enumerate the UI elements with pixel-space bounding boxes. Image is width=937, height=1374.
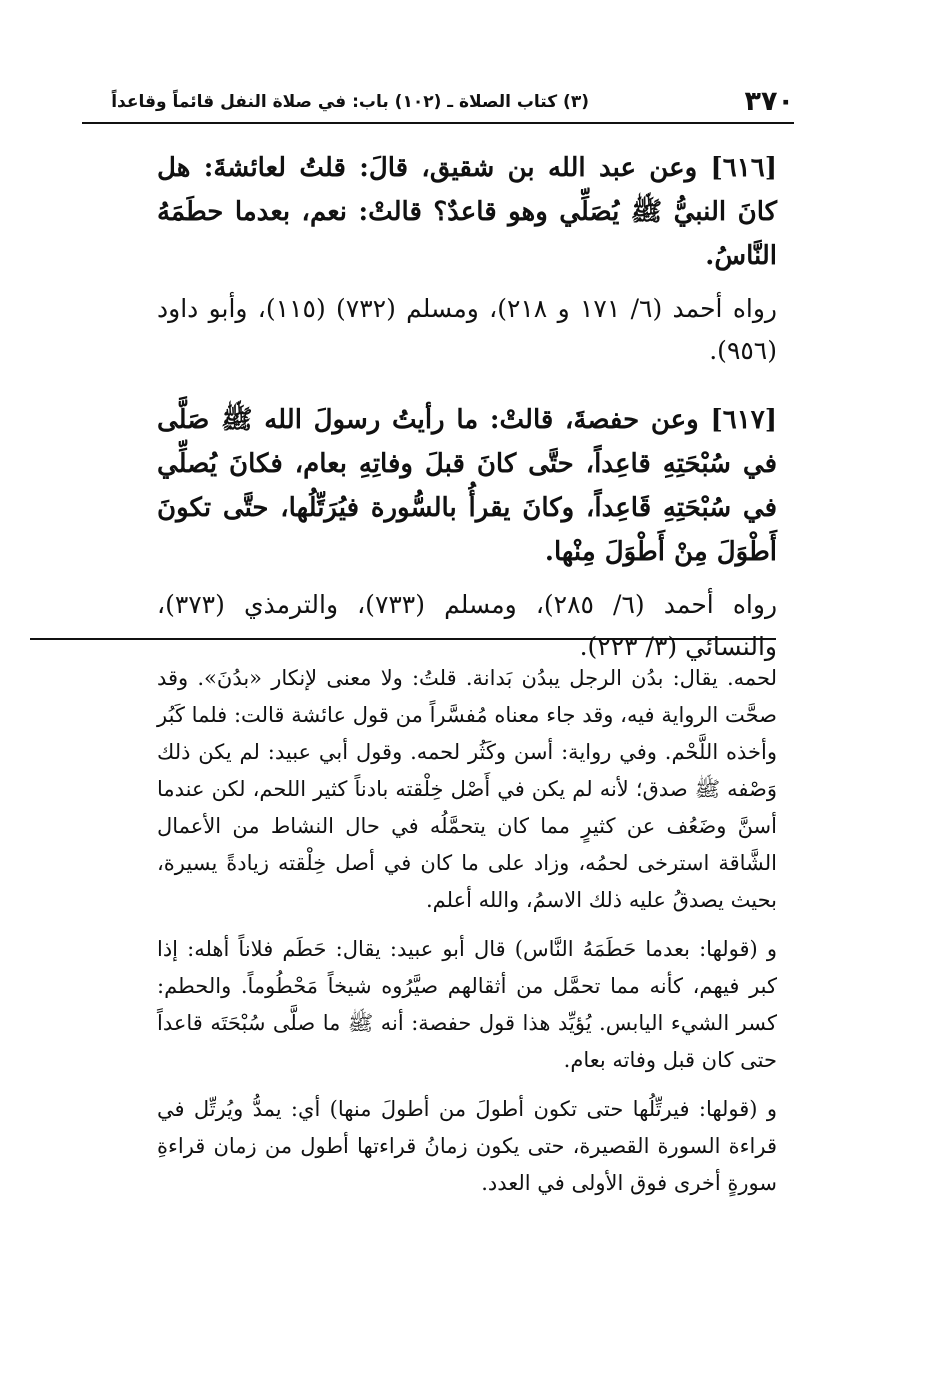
hadith-616-text: [٦١٦] وعن عبد الله بن شقيق، قالَ: قلتُ لعائشةَ: هل كانَ النبيُّ ﷺ يُصَلِّي وهو قاعدٌ؟ قالتْ: نعم، بعدما حطَمَهُ النَّاسُ.	[157, 153, 777, 271]
hadith-617-takhrij: رواه أحمد (٦/ ٢٨٥)، ومسلم (٧٣٣)، والترمذي (٣٧٣)، والنسائي (٣/ ٢٢٣).	[157, 590, 778, 661]
page-number: ٣٧٠	[744, 86, 794, 117]
main-text	[157, 146, 777, 694]
hadith-616-takhrij: رواه أحمد (٦/ ١٧١ و ٢١٨)، ومسلم (٧٣٢) (١١٥)، وأبو داود (٩٥٦).	[157, 294, 778, 365]
footnote-paragraph: لحمه. يقال: بدُن الرجل يبدُن بَدانة. قلتُ: ولا معنى لإنكار «بدُنَ». وقد صحَّت الرواية فيه، وقد جاء معناه مُفسَّراً من قول عائشة قالت: فلما كَبُر وأخذه اللَّحْم. وفي رواية: أسن وكَثُر لحمه. وقول أبي عبيد: لم يكن ذلك وَصْفه ﷺ صدق؛ لأنه لم يكن في أَصْل خِلْقته بادناً كثير اللحم، لكن عندما أسنَّ وضَعُف عن كثيرٍ مما كان يتحمَّلُه في حال النشاط من الأعمال الشَّاقة استرخى لحمُه، وزاد على ما كان في أصل خِلْقته زيادةً يسيرة، بحيث يصدقُ عليه ذلك الاسمُ، والله أعلم.	[157, 666, 777, 912]
footnote-paragraph: و (قولها: بعدما حَطَمَهُ النَّاس) قال أبو عبيد: يقال: حَطَم فلاناً أهله: إذا كبر فيهم، كأنه مما تحمَّل من أثقالهم صيَّرُوه شيخاً مَحْطُوماً. والحطم: كسر الشيء اليابس. يُؤيِّد هذا قول حفصة: أنه ﷺ ما صلَّى سُبْحَتَه قاعداً حتى كان قبل وفاته بعام.	[157, 937, 777, 1072]
running-header	[82, 82, 794, 124]
footnote-paragraph: و (قولها: فيرتِّلُها حتى تكون أطولَ من أطولَ منها) أي: يمدُّ ويُرتِّل في قراءة السورة القصيرة، حتى يكون زمانُ قراءتها أطول من زمان قراءةِ سورةٍ أخرى فوق الأولى في العدد.	[157, 1097, 777, 1195]
footnotes	[157, 660, 777, 1214]
hadith-617-text: [٦١٧] وعن حفصةَ، قالتْ: ما رأيتُ رسولَ الله ﷺ صَلَّى في سُبْحَتِهِ قاعِداً، حتَّى كانَ قبلَ وفاتِهِ بعام، فكانَ يُصلِّي في سُبْحَتِهِ قَاعِداً، وكانَ يقرأُ بالسُّورة فيُرَتِّلُها، حتَّى تكونَ أَطْوَلَ مِنْ أَطْوَلَ مِنْها.	[157, 405, 777, 567]
running-title: (٣) كتاب الصلاة ـ (١٠٢) باب: في صلاة النفل قائماً وقاعداً	[111, 92, 589, 112]
footnote-separator	[30, 638, 776, 640]
